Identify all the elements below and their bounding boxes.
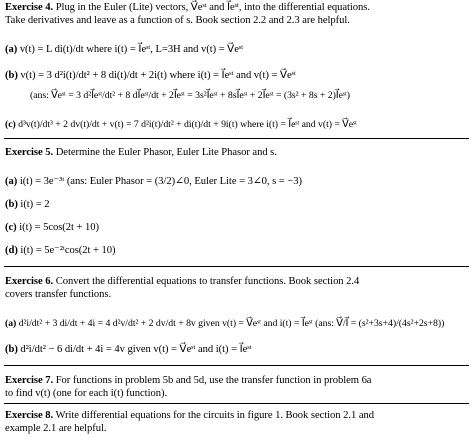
exercise-7-intro-line-1: Exercise 7. For functions in problem 5b and 5d, use the transfer function in problem 6a [5,375,372,386]
exercise-5a: (a) i(t) = 3e⁻³ᵗ (ans: Euler Phasor = (3/2)∠0, Euler Lite = 3∠0, s = −3) [5,176,302,187]
exercise-8-intro-line-1: Exercise 8. Write differential equations for the circuits in figure 1. Book section 2.1 and [5,410,374,421]
exercise-6-intro-line-1: Exercise 6. Convert the differential equations to transfer functions. Book section 2.4 [5,276,360,287]
exercise-6b: (b) d²i/dt² − 6 di/dt + 4i = 4v given v(t) = V⃗eˢᵗ and i(t) = I⃗eˢᵗ [5,344,252,355]
exercise-5c: (c) i(t) = 5cos(2t + 10) [5,222,100,233]
section-divider [4,365,469,366]
exercise-6a: (a) d²i/dt² + 3 di/dt + 4i = 4 d²v/dt² + 2 dv/dt + 8v given v(t) = V⃗eˢᵗ and i(t) = I⃗eˢᵗ (ans: V⃗/I⃗ = (s²+3s+4)/(4s²+2s+8)) [5,318,445,329]
exercise-4-intro-line-1: Exercise 4. Plug in the Euler (Lite) vectors, V⃗eˢᵗ and I⃗eˢᵗ, into the differential equations. [5,2,370,13]
section-divider [4,403,469,404]
exercise-4b-answer: (ans: V⃗eˢᵗ = 3 d²I⃗eˢᵗ/dt² + 8 dI⃗eˢᵗ/dt + 2I⃗eˢᵗ = 3s²I⃗eˢᵗ + 8sI⃗eˢᵗ + 2I⃗eˢᵗ = (3s² + 8s + 2)I⃗eˢᵗ) [30,90,350,101]
exercise-5b: (b) i(t) = 2 [5,199,50,210]
section-divider [4,138,469,139]
exercise-5-intro: Exercise 5. Determine the Euler Phasor, Euler Lite Phasor and s. [5,147,277,158]
exercise-8-intro-line-2: example 2.1 are helpful. [5,423,107,434]
exercise-4b: (b) v(t) = 3 d²i(t)/dt² + 8 di(t)/dt + 2i(t) where i(t) = I⃗eˢᵗ and v(t) = V⃗eˢᵗ [5,70,296,81]
exercise-4a: (a) v(t) = L di(t)/dt where i(t) = I⃗eˢᵗ, L=3H and v(t) = V⃗eˢᵗ [5,44,244,55]
exercise-heading: Exercise 4. [5,2,54,13]
exercise-6-intro-line-2: covers transfer functions. [5,289,112,300]
exercise-5d: (d) i(t) = 5e⁻²ᵗcos(2t + 10) [5,245,116,256]
exercise-4-intro-line-2: Take derivatives and leave as a function of s. Book section 2.2 and 2.3 are helpful. [5,15,350,26]
section-divider [4,266,469,267]
exercise-4c: (c) d³v(t)/dt³ + 2 dv(t)/dt + v(t) = 7 d²i(t)/dt² + di(t)/dt + 9i(t) where i(t) = I⃗eˢᵗ and v(t) = V⃗eˢᵗ [5,119,357,130]
exercise-7-intro-line-2: to find v(t) (one for each i(t) function). [5,388,168,399]
